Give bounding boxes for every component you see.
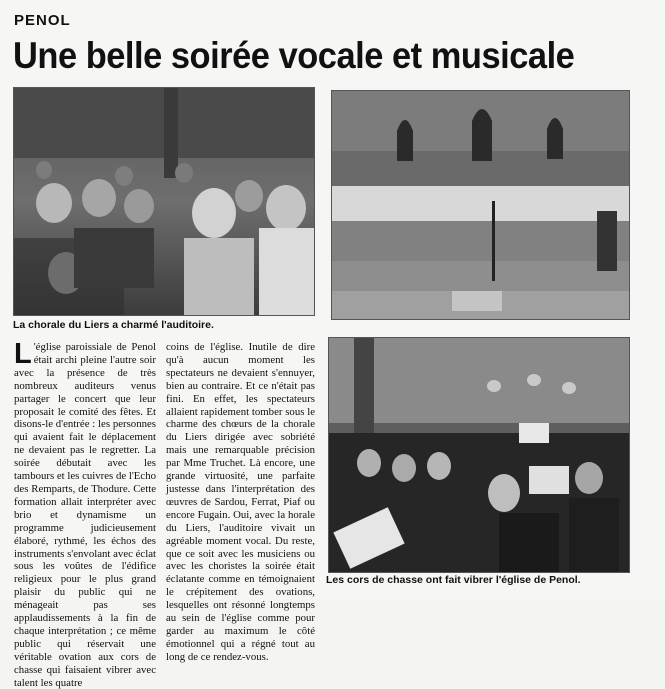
column-2-text: coins de l'église. Inutile de dire qu'à aucun moment les spectateurs ne devaient s'ennuyer, bien au contraire. Et ce n'était pas fini. En effet, les spectateurs allaient rapidement tomber sous le charme des chœurs de la chorale du Liers dirigée avec sobriété mais une remarquable précision par Mme Truchet. Là encore, une grande virtuosité, une parfaite justesse dans l'interprétation des œuvres de Sardou, Ferrat, Piaf ou encore Fugain. Oui, avec la horale du Liers, l'auditoire vivait un agréable moment vocal. Du reste, que ce soit avec les musiciens ou avec les choristes la soirée était éclatante comme en témoignaient le crépitement des ovations, lesquelles ont résonné longtemps au sein de l'église comme pour garder au maximum le côté émotionnel qui a régné tout au long de ce rendez-vous. xyxy=(166,341,315,663)
choir-photo xyxy=(331,90,630,320)
column-1-text: 'église paroissiale de Penol était archi pleine l'autre soir avec la présence de très nombreux auditeurs venus partager le concert que leur proposait le comité des fêtes. Et disons-le d'entrée : les personnes qui avaient fait le déplacement ne devaient pas le regretter. La soirée débutait avec les tambours et les cuivres de l'Echo des Remparts, de Thodure. Cette formation allait interpréter avec brio et dynamisme un programme judicieusement élaboré, rythmé, les échos des instruments s'envolant avec éclat sous les voûtes de l'édifice religieux pour le plus grand plaisir du public qui ne ménageait pas ses applaudissements à la fin de chaque interprétation ; ce même public qui réservait une véritable ovation aux cors de chasse qui faisaient vibrer avec talent les quatre xyxy=(14,341,156,689)
audience-caption: La chorale du Liers a charmé l'auditoire. xyxy=(13,319,214,331)
dropcap: L xyxy=(14,338,32,370)
article-headline: Une belle soirée vocale et musicale xyxy=(13,35,575,76)
article-kicker: PENOL xyxy=(14,12,71,29)
orchestra-photo xyxy=(328,337,630,573)
orchestra-caption: Les cors de chasse ont fait vibrer l'église de Penol. xyxy=(322,573,585,587)
audience-photo xyxy=(13,87,315,316)
article-column-1 xyxy=(14,338,156,689)
article-column-2 xyxy=(166,341,315,664)
